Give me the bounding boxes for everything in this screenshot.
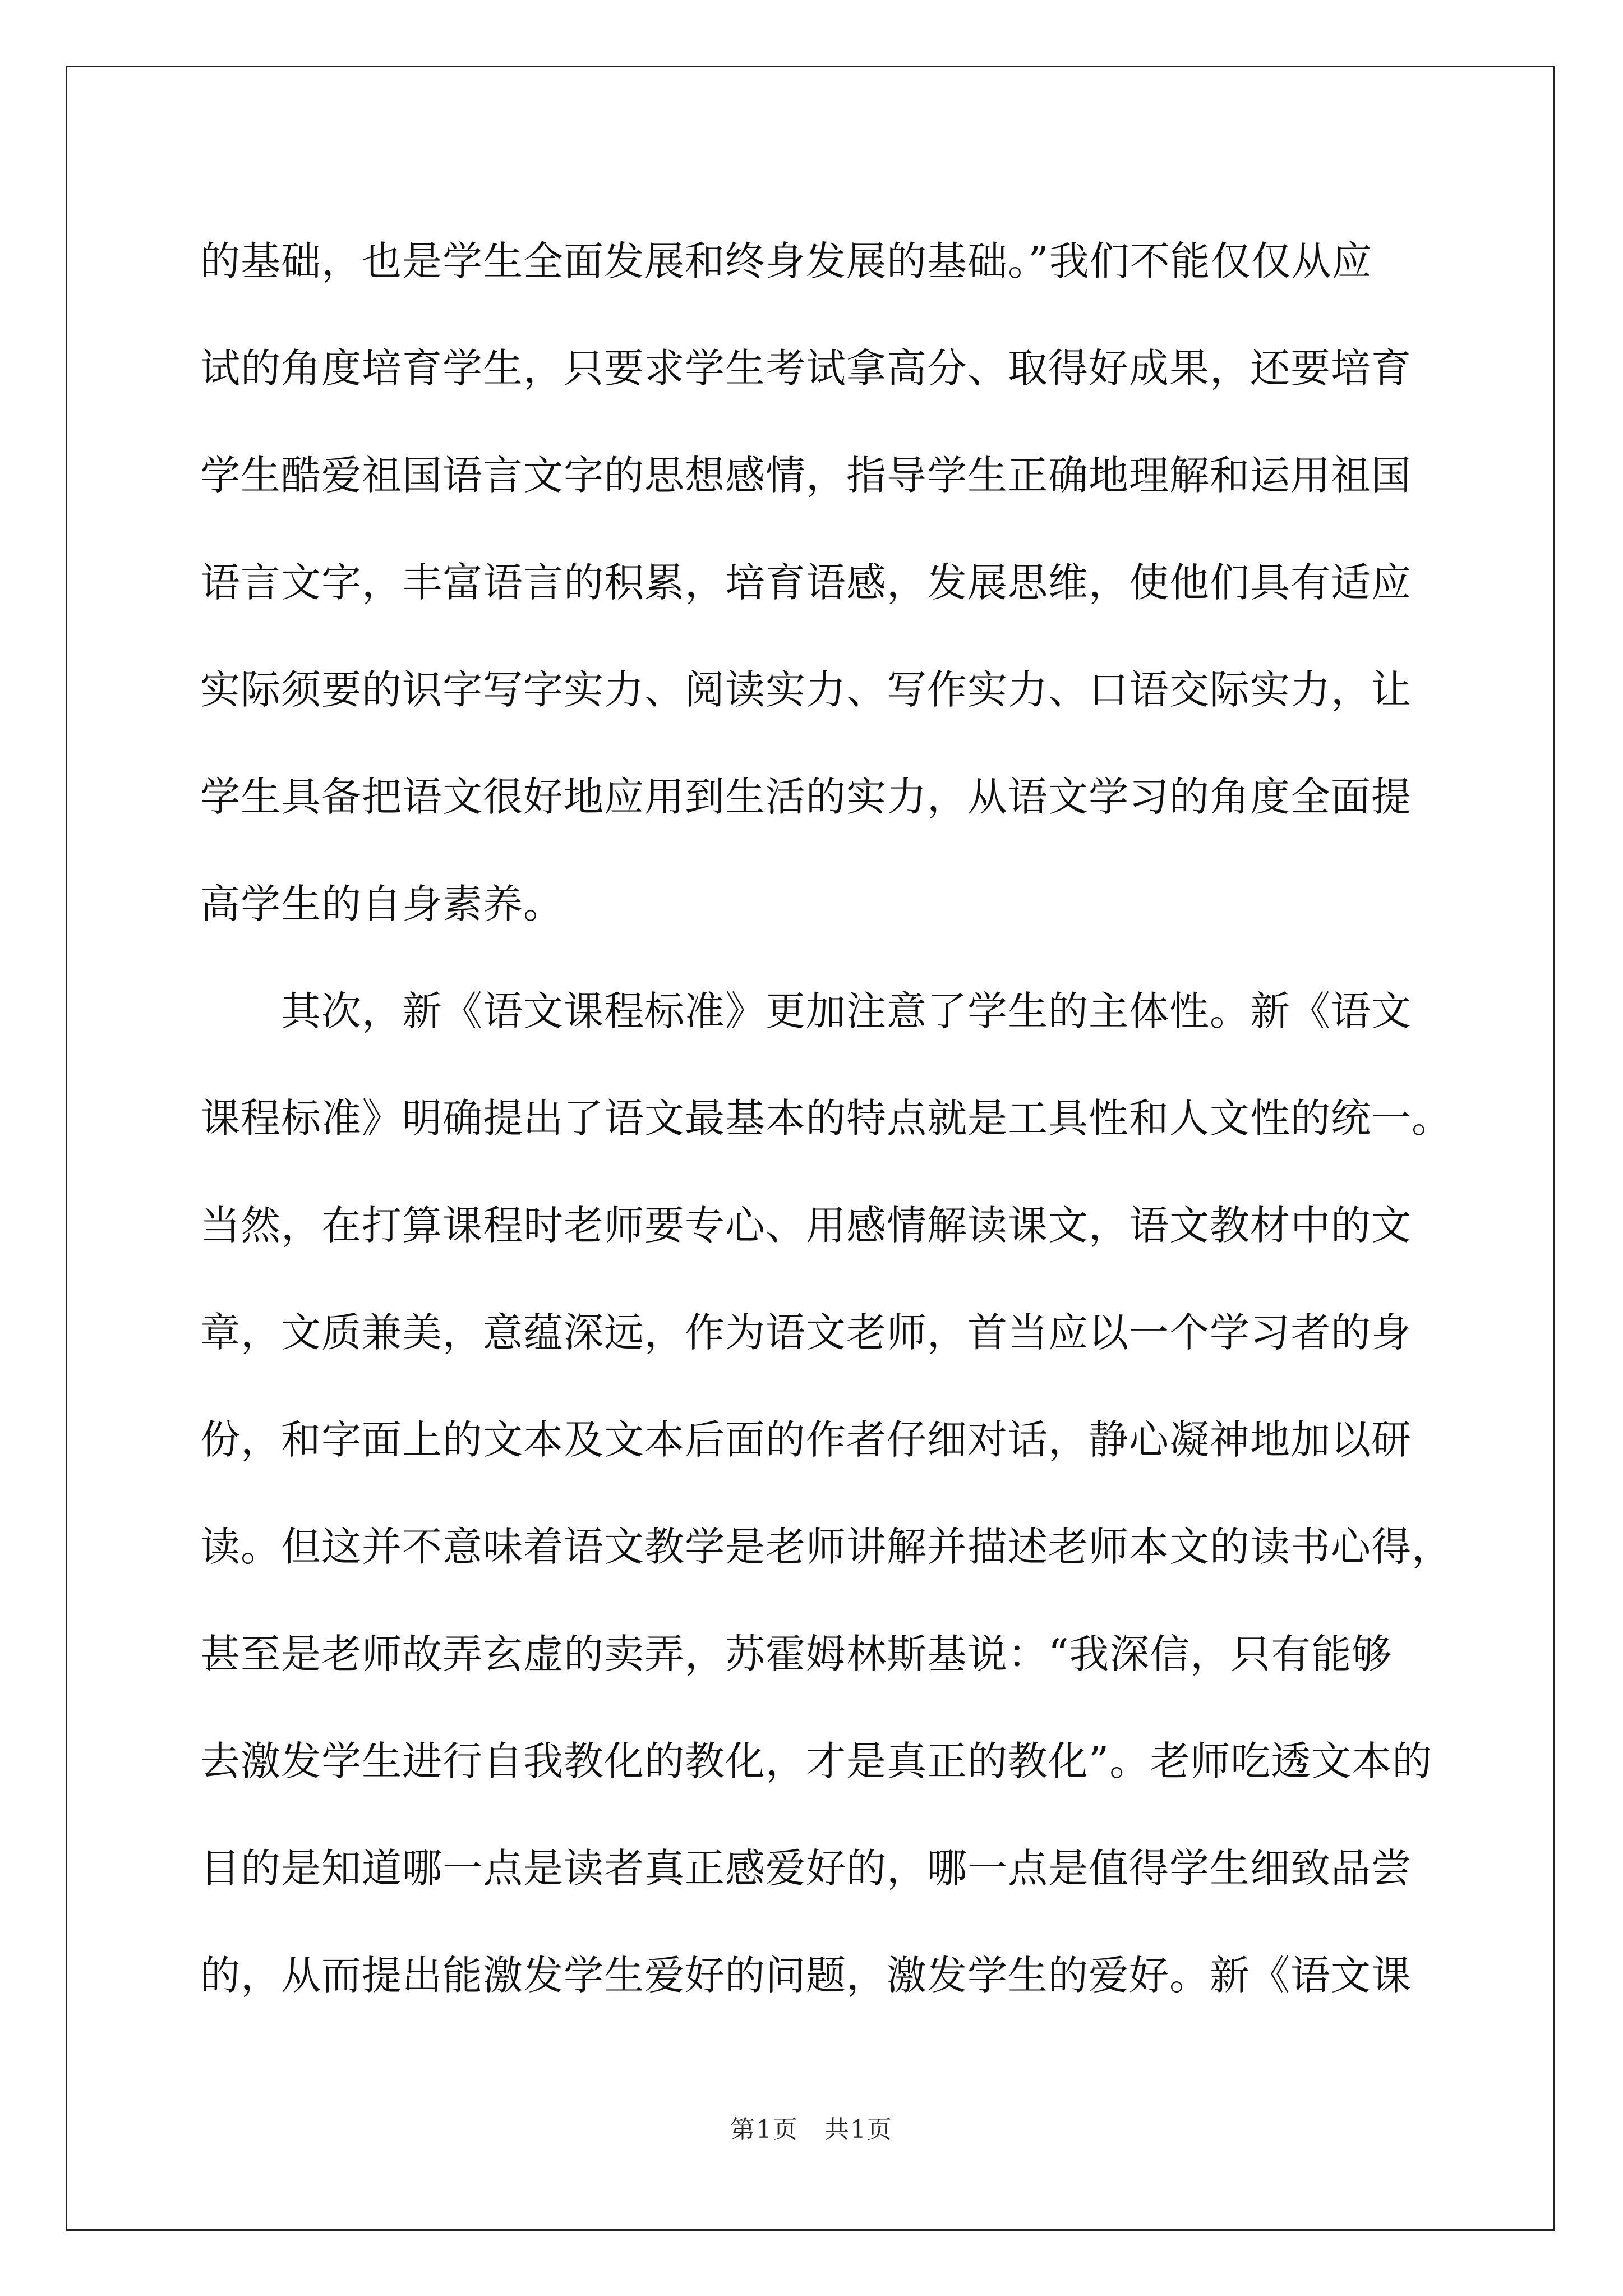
text-line: 去激发学生进行自我教化的教化，才是真正的教化”。老师吃透文本的 (200, 1738, 1433, 1784)
text-line: 的，从而提出能激发学生爱好的问题，激发学生的爱好。新《语文课 (200, 1952, 1412, 1999)
text-line: 课程标准》明确提出了语文最基本的特点就是工具性和人文性的统一。 (200, 1095, 1453, 1142)
text-line: 当然，在打算课程时老师要专心、用感情解读课文，语文教材中的文 (200, 1202, 1412, 1249)
text-line: 语言文字，丰富语言的积累，培育语感，发展思维，使他们具有适应 (200, 559, 1412, 606)
text-line: 的基础，也是学生全面发展和终身发展的基础。”我们不能仅仅从应 (200, 238, 1372, 284)
text-line: 章，文质兼美，意蕴深远，作为语文老师，首当应以一个学习者的身 (200, 1309, 1412, 1356)
text-line: 其次，新《语文课程标准》更加注意了学生的主体性。新《语文 (200, 988, 1412, 1034)
text-line: 读。但这并不意味着语文教学是老师讲解并描述老师本文的读书心得， (200, 1524, 1453, 1570)
document-body (200, 208, 1453, 2029)
text-line: 学生酷爱祖国语言文字的思想感情，指导学生正确地理解和运用祖国 (200, 452, 1412, 499)
text-line: 目的是知道哪一点是读者真正感爱好的，哪一点是值得学生细致品尝 (200, 1845, 1412, 1892)
text-line: 实际须要的识字写字实力、阅读实力、写作实力、口语交际实力，让 (200, 666, 1412, 713)
text-line: 高学生的自身素养。 (200, 881, 564, 927)
page-footer: 第1页 共1页 (730, 2115, 893, 2144)
text-line: 学生具备把语文很好地应用到生活的实力，从语文学习的角度全面提 (200, 774, 1412, 820)
text-line: 甚至是老师故弄玄虚的卖弄，苏霍姆林斯基说：“我深信，只有能够 (200, 1631, 1393, 1677)
text-line: 试的角度培育学生，只要求学生考试拿高分、取得好成果，还要培育 (200, 345, 1412, 392)
text-line: 份，和字面上的文本及文本后面的作者仔细对话，静心凝神地加以研 (200, 1416, 1412, 1463)
